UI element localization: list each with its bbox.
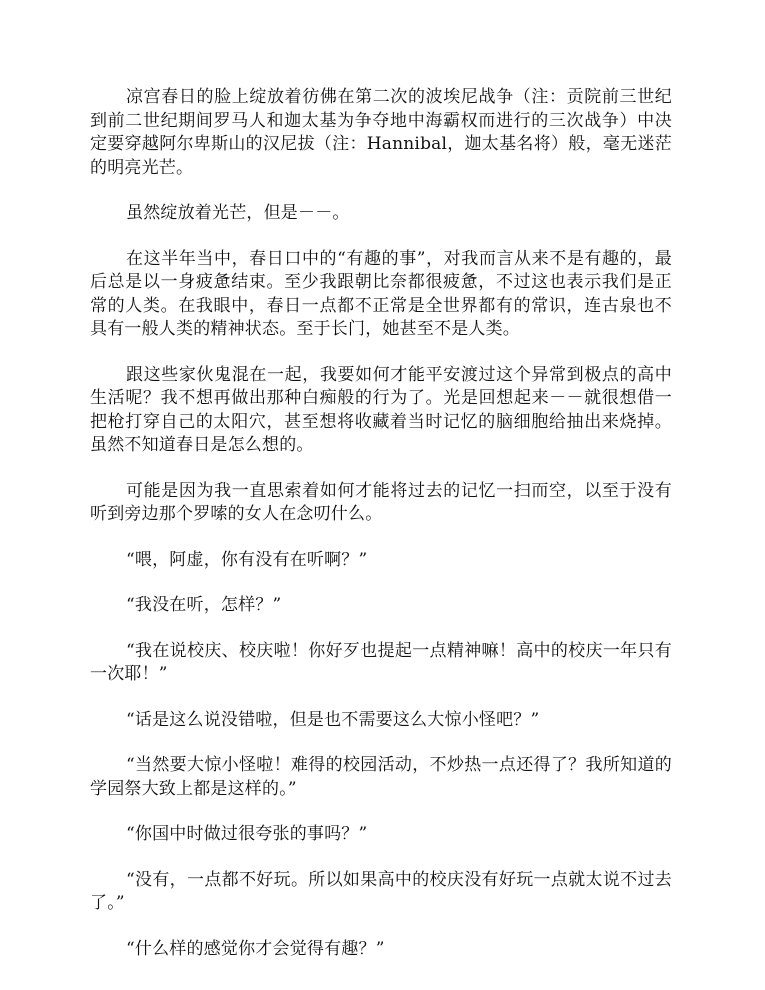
dialogue-line: “喂，阿虚，你有没有在听啊？” — [126, 549, 368, 570]
dialogue-line: “话是这么说没错啦，但是也不需要这么大惊小怪吧？” — [126, 709, 540, 730]
paragraph: 跟这些家伙鬼混在一起，我要如何才能平安渡过这个异常到极点的高中生活呢？我不想再做出那种白痴般的行为了。光是回想起来－－就很想借一把枪打穿自己的太阳穴，甚至想将收藏着当时记忆的脑细胞给抽出来烧掉。虽然不知道春日是怎么想的。 — [90, 364, 672, 455]
dialogue-line: “我没在听，怎样？” — [126, 595, 282, 615]
paragraph: 凉宫春日的脸上绽放着彷佛在第二次的波埃尼战争（注：贡院前三世纪到前二世纪期间罗马人和迦太基为争夺地中海霸权而进行的三次战争）中决定要穿越阿尔卑斯山的汉尼拔（注：Hannibal，迦太基名将）般，毫无迷茫的明亮光芒。 — [90, 87, 672, 178]
dialogue-line: “没有，一点都不好玩。所以如果高中的校庆没有好玩一点就太说不过去了。” — [90, 869, 672, 913]
document-page — [90, 86, 672, 983]
dialogue-line: “什么样的感觉你才会觉得有趣？” — [126, 938, 385, 959]
dialogue-line: “你国中时做过很夸张的事吗？” — [126, 824, 368, 844]
paragraph: 在这半年当中，春日口中的“有趣的事”，对我而言从来不是有趣的，最后总是以一身疲惫结束。至少我跟朝比奈都很疲惫，不过这也表示我们是正常的人类。在我眼中，春日一点都不正常是全世界都有的常识，连古泉也不具有一般人类的精神状态。至于长门，她甚至不是人类。 — [90, 248, 672, 339]
dialogue-line: “我在说校庆、校庆啦！你好歹也提起一点精神嘛！高中的校庆一年只有一次耶！” — [90, 640, 672, 684]
paragraph: 虽然绽放着光芒，但是－－。 — [126, 203, 350, 223]
paragraph: 可能是因为我一直思索着如何才能将过去的记忆一扫而空，以至于没有听到旁边那个罗嗦的女人在念叨什么。 — [90, 480, 672, 524]
dialogue-line: “当然要大惊小怪啦！难得的校园活动，不炒热一点还得了？我所知道的学园祭大致上都是这样的。” — [90, 755, 672, 799]
